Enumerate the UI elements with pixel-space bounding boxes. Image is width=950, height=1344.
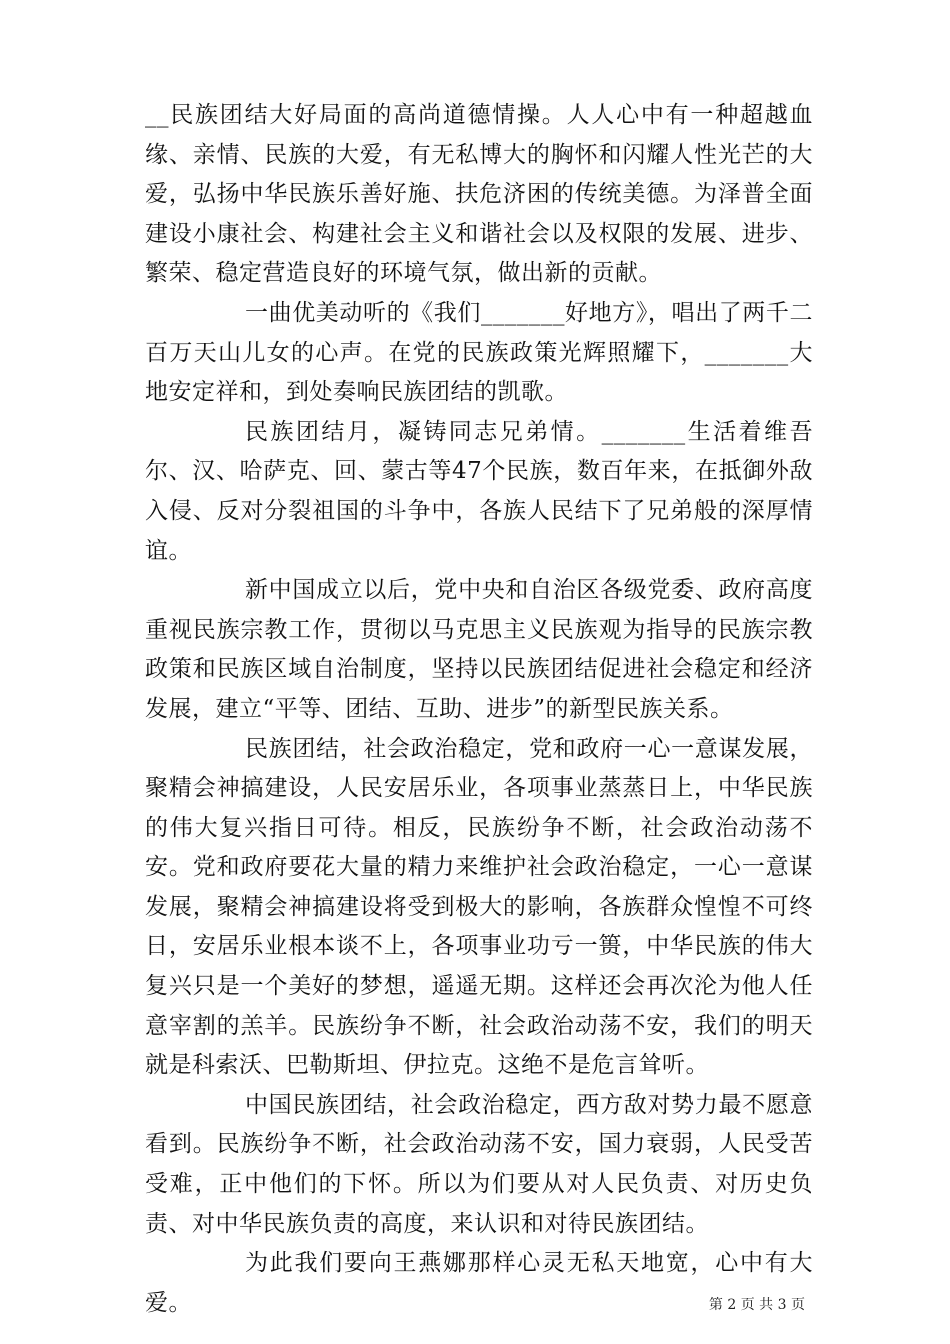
paragraph-5: 民族团结，社会政治稳定，党和政府一心一意谋发展，聚精会神搞建设，人民安居乐业，各项事业蒸蒸日上，中华民族的伟大复兴指日可待。相反，民族纷争不断，社会政治动荡不安。党和政府要花大量的精力来维护社会政治稳定，一心一意谋发展，聚精会神搞建设将受到极大的影响，各族群众惶惶不可终日，安居乐业根本谈不上，各项事业功亏一篑，中华民族的伟大复兴只是一个美好的梦想，遥遥无期。这样还会再次沦为他人任意宰割的羔羊。民族纷争不断，社会政治动荡不安，我们的明天就是科索沃、巴勒斯坦、伊拉克。这绝不是危言耸听。 bbox=[145, 735, 813, 1079]
page-number-footer: 第 2 页 共 3 页 bbox=[708, 1297, 805, 1313]
paragraph-3: 民族团结月，凝铸同志兄弟情。_______生活着维吾尔、汉、哈萨克、回、蒙古等47个民族，数百年来，在抵御外敌入侵、反对分裂祖国的斗争中，各族人民结下了兄弟般的深厚情谊。 bbox=[145, 418, 813, 564]
document-body bbox=[145, 96, 813, 1323]
paragraph-4: 新中国成立以后，党中央和自治区各级党委、政府高度重视民族宗教工作，贯彻以马克思主义民族观为指导的民族宗教政策和民族区域自治制度，坚持以民族团结促进社会稳定和经济发展，建立“平等、团结、互助、进步”的新型民族关系。 bbox=[145, 577, 813, 722]
paragraph-1: __民族团结大好局面的高尚道德情操。人人心中有一种超越血缘、亲情、民族的大爱，有无私博大的胸怀和闪耀人性光芒的大爱，弘扬中华民族乐善好施、扶危济困的传统美德。为泽普全面建设小康社会、构建社会主义和谐社会以及权限的发展、进步、繁荣、稳定营造良好的环境气氛，做出新的贡献。 bbox=[145, 102, 813, 287]
paragraph-6: 中国民族团结，社会政治稳定，西方敌对势力最不愿意看到。民族纷争不断，社会政治动荡不安，国力衰弱，人民受苦受难，正中他们的下怀。所以为们要从对人民负责、对历史负责、对中华民族负责的高度，来认识和对待民族团结。 bbox=[145, 1091, 813, 1237]
paragraph-7: 为此我们要向王燕娜那样心灵无私天地宽，心中有大爱。 bbox=[145, 1250, 813, 1316]
paragraph-2: 一曲优美动听的《我们_______好地方》，唱出了两千二百万天山儿女的心声。在党的民族政策光辉照耀下，_______大地安定祥和，到处奏响民族团结的凯歌。 bbox=[145, 299, 813, 406]
